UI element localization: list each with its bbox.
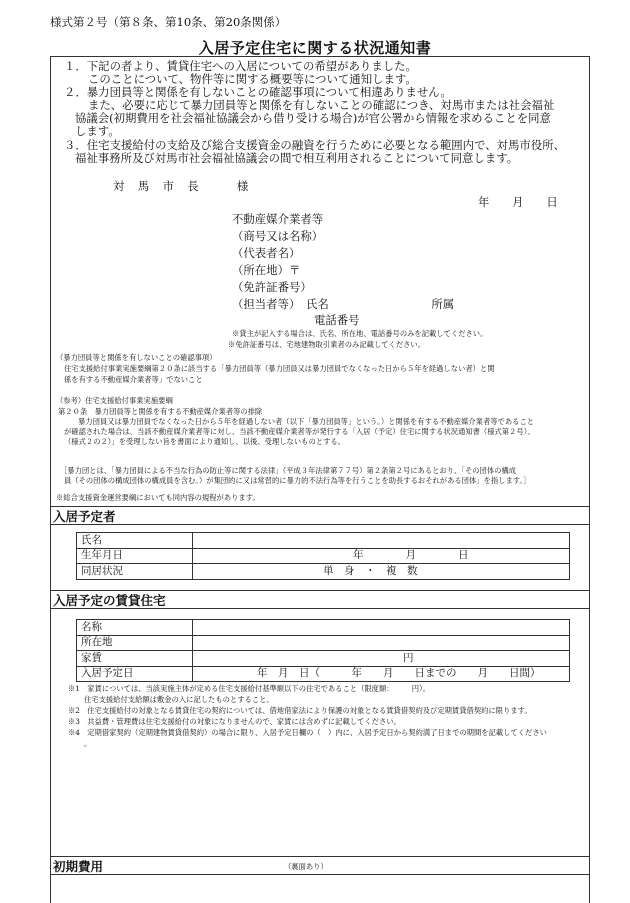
housing-note-1: ※1 家賃については、当該実施主体が定める住宅支援給付基準額以下の住宅であること（限度額： 円）。: [68, 684, 431, 693]
divider: [50, 608, 590, 609]
sender-trade-name: （商号又は名称）: [232, 229, 324, 243]
sender-phone: 電話番号: [314, 313, 360, 327]
back-side-note: （裏面あり）: [284, 862, 328, 871]
housing-note-4b: 。: [84, 739, 92, 748]
page-title: 入居予定住宅に関する状況通知書: [198, 39, 432, 57]
table-row: [77, 564, 570, 580]
reference-heading: （参考）住宅支援給付事業実施要綱: [56, 396, 173, 405]
paragraph-1b: このことについて、物件等に関する概要等について通知します。: [88, 72, 417, 86]
paragraph-2d: します。: [75, 124, 120, 138]
sender-license: （免許証番号）: [232, 280, 312, 294]
sender-note-2: ※免許証番号は、宅地建物取引業者のみ記載してください。: [228, 340, 426, 349]
tenant-name-label: 氏名: [77, 533, 193, 549]
housing-address-field[interactable]: [193, 635, 570, 651]
table-row: [77, 548, 570, 564]
tenant-birthdate-field[interactable]: 年 月 日: [193, 548, 570, 564]
confirm-line-2: 係を有する不動産媒介業者等」でないこと: [64, 375, 203, 384]
divider: [50, 874, 590, 875]
paragraph-3b: 福祉事務所及び対馬市社会福祉協議会の間で相互利用されることについて同意します。: [75, 151, 519, 165]
definition-line-2: 員（その団体の構成団体の構成員を含む。）が集団的に又は常習的に暴力的不法行為等を行うことを助長するおそれがある団体」を指します。］: [64, 476, 531, 485]
housing-movein-label: 入居予定日: [77, 666, 193, 682]
table-row: [77, 635, 570, 651]
housing-note-1b: 住宅支援給付支給額は敷金の入に記したものとすること。: [84, 695, 274, 704]
housing-rent-label: 家賃: [77, 651, 193, 667]
paragraph-2b: また、必要に応じて暴力団員等と関係を有しないことの確認につき、対馬市または社会福祉: [88, 98, 555, 112]
housing-note-3: ※3 共益費・管理費は住宅支援給付の対象になりませんので、家賃には含めずに記載してください。: [68, 717, 401, 726]
sender-representative: （代表者名）: [232, 246, 301, 260]
section-housing-heading: 入居予定の賃貸住宅: [53, 593, 166, 608]
fund-note: ※総合支援資金運営要綱においても同内容の規程があります。: [56, 493, 260, 502]
housing-note-4: ※4 定期借家契約（定期建物賃貸借契約）の場合に限り、入居予定日欄の（ ）内に、入居予定日から契約満了日までの期間を記載してください: [68, 728, 547, 737]
section-initial-heading: 初期費用: [53, 859, 104, 874]
tenant-household-label: 同居状況: [77, 564, 193, 580]
reference-line-2: が確認された場合は、当該不動産媒介業者等に対し、当該不動産媒介業者等が発行する「入居（予定）住宅に関する状況通知書（様式第２号）、: [64, 427, 535, 436]
reference-line-3: （様式２の２）」を受理しない旨を書面により通知し、以後、受理しないものとする。: [64, 437, 345, 446]
housing-rent-field[interactable]: 円: [193, 651, 570, 667]
addressee: 対 馬 市 長 様: [113, 179, 250, 193]
housing-name-label: 名称: [77, 620, 193, 636]
tenant-table: [76, 532, 570, 580]
definition-line-1: ［暴力団とは、「暴力団員による不当な行為の防止等に関する法律」（平成３年法律第７７号）第２条第２号にあるとおり、「その団体の構成: [60, 466, 517, 475]
paragraph-3a: ３．住宅支援給付の支給及び総合支援資金の融資を行うために必要となる範囲内で、対馬市役所、: [64, 138, 565, 152]
sender-note-1: ※貸主が記入する場合は、氏名、所在地、電話番号のみを記載してください。: [232, 329, 488, 338]
housing-name-field[interactable]: [193, 620, 570, 636]
paragraph-2a: ２．暴力団員等と関係を有しないことの確認事項について相違ありません。: [64, 85, 452, 99]
paragraph-1a: １．下記の者より、賃貸住宅への入居についての希望がありました。: [64, 59, 417, 73]
section-tenant-heading: 入居予定者: [53, 509, 116, 524]
reference-article: 第２０条 暴力団員等と関係を有する不動産媒介業者等の排除: [58, 407, 263, 416]
confirm-heading: （暴力団員等と関係を有しないことの確認事項）: [56, 353, 217, 362]
housing-address-label: 所在地: [77, 635, 193, 651]
housing-table: [76, 619, 570, 682]
issue-date: 年 月 日: [478, 195, 558, 209]
housing-note-2: ※2 住宅支援給付の対象となる賃貸住宅の契約については、借地借家法により保護の対象となる賃貸借契約及び定期賃貸借契約に限ります。: [68, 706, 532, 715]
divider: [50, 524, 590, 525]
reference-line-1: 暴力団員又は暴力団員でなくなった日から５年を経過しない者（以下「暴力団員等」という。）と関係を有する不動産媒介業者等であること: [78, 417, 535, 426]
tenant-birthdate-label: 生年月日: [77, 548, 193, 564]
paragraph-2c: 協議会(初期費用を社会福祉協議会から借り受ける場合)が官公署から情報を求めることを同意: [75, 111, 551, 125]
sender-heading: 不動産媒介業者等: [232, 212, 324, 226]
table-row: [77, 533, 570, 549]
table-row: [77, 666, 570, 682]
housing-movein-field[interactable]: 年 月 日（ 年 月 日までの 月 日間）: [193, 666, 570, 682]
tenant-name-field[interactable]: [193, 533, 570, 549]
confirm-line-1: 住宅支援給付事業実施要綱第２０条に該当する「暴力団員等（暴力団員又は暴力団員でなくなった日から５年を経過しない者）と関: [64, 364, 495, 373]
table-row: [77, 651, 570, 667]
table-row: [77, 620, 570, 636]
divider: [50, 506, 590, 507]
sender-person: （担当者等） 氏名 所属: [232, 297, 455, 311]
form-number: 様式第２号（第８条、第10条、第20条関係）: [50, 15, 287, 29]
sender-address: （所在地）〒: [232, 263, 301, 277]
divider: [50, 856, 590, 857]
tenant-household-field[interactable]: 単 身 ・ 複 数: [193, 564, 570, 580]
